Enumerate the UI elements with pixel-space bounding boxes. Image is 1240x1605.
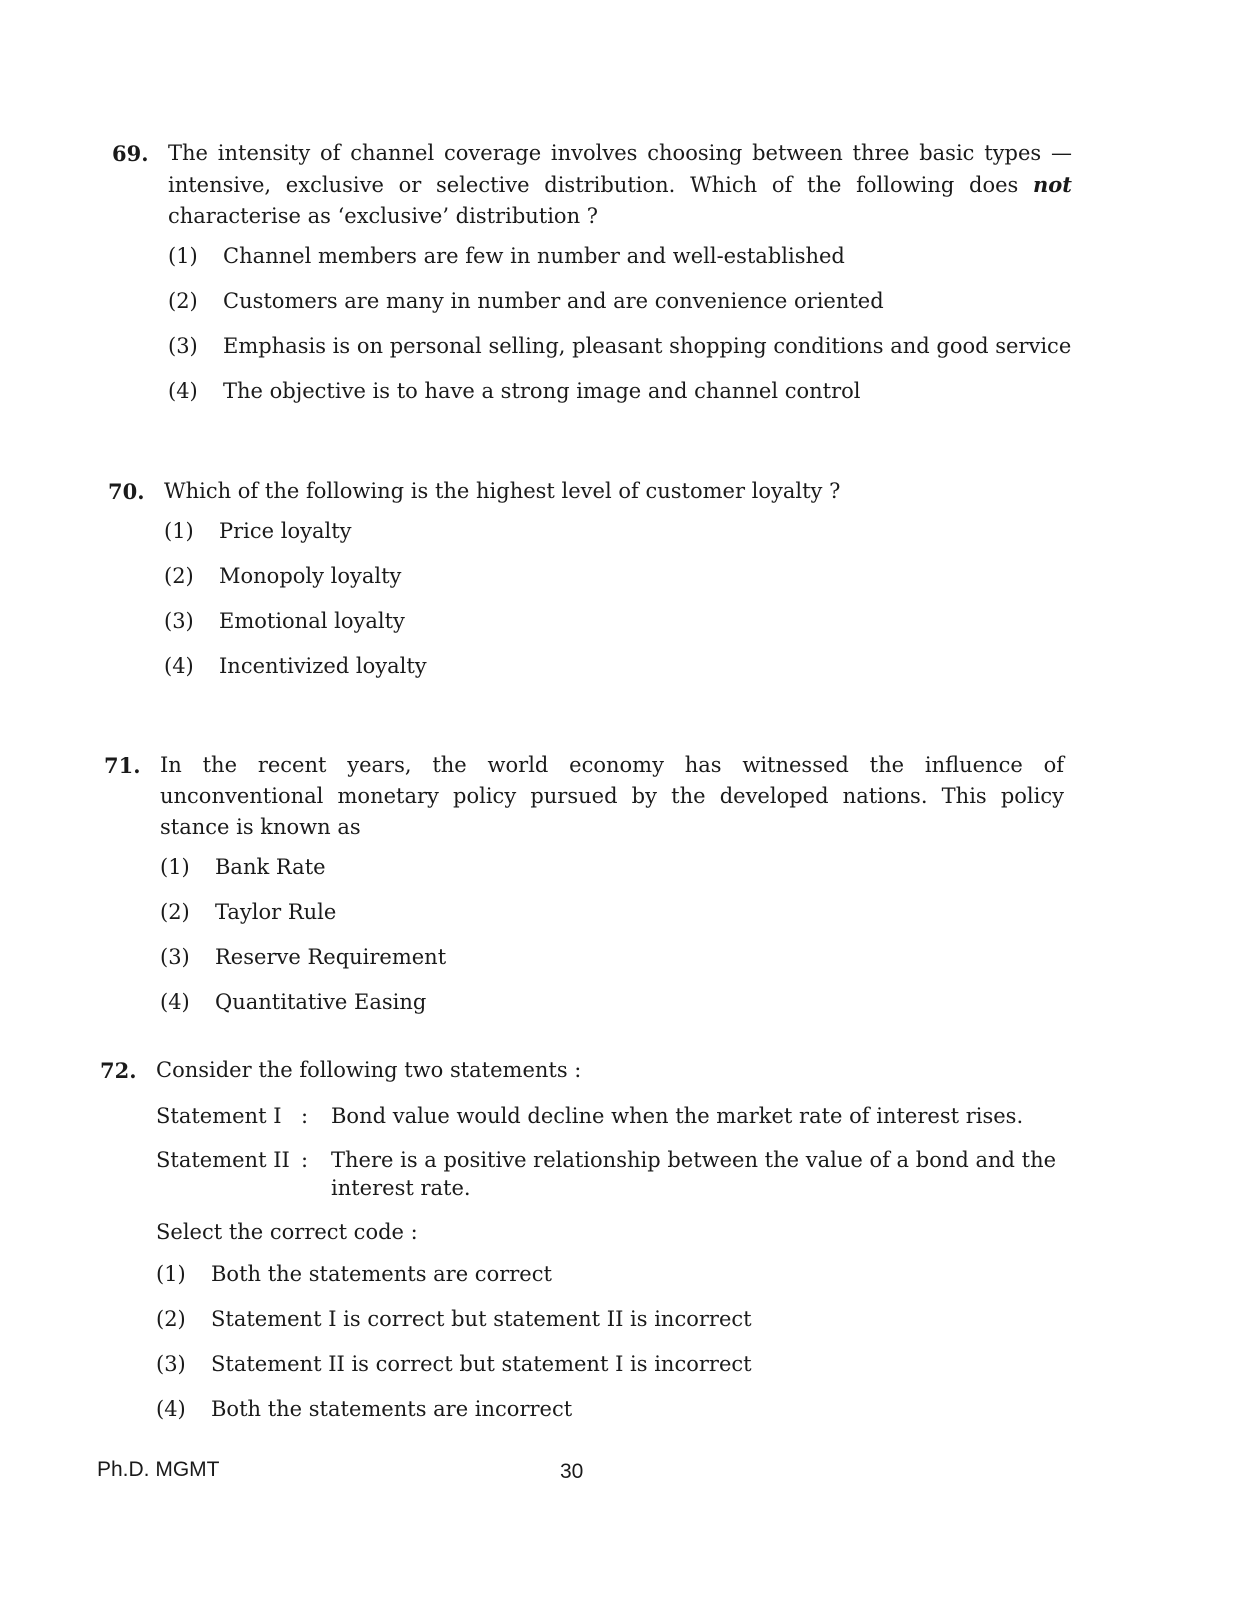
option-3 <box>156 1350 1060 1378</box>
paper-code: Ph.D. MGMT <box>97 1458 220 1481</box>
statement-2 <box>156 1146 1060 1202</box>
option-text: Customers are many in number and are convenience oriented <box>223 289 884 313</box>
option-number: (1) <box>156 1262 186 1286</box>
question-70 <box>108 476 1068 697</box>
option-number: (4) <box>168 379 198 403</box>
option-number: (3) <box>160 945 190 969</box>
select-instruction: Select the correct code : <box>156 1220 418 1244</box>
question-stem <box>168 138 1072 232</box>
stem-emphasis: not <box>1033 172 1072 197</box>
option-1 <box>168 242 1072 270</box>
option-text: Monopoly loyalty <box>219 564 402 588</box>
option-2 <box>160 898 1064 926</box>
question-stem: In the recent years, the world economy has witnessed the influence of unconventional monetary policy pursued by the developed nations. This policy stance is known as <box>160 753 1064 839</box>
statement-label: Statement II <box>156 1148 290 1172</box>
stem-text: characterise as ‘exclusive’ distribution ? <box>168 204 599 228</box>
option-4 <box>164 652 1068 680</box>
option-text: Statement I is correct but statement II is incorrect <box>211 1307 752 1331</box>
option-text: Bank Rate <box>215 855 326 879</box>
question-number: 70. <box>108 479 145 504</box>
option-2 <box>156 1305 1060 1333</box>
statement-colon: : <box>301 1148 309 1172</box>
option-number: (2) <box>168 289 198 313</box>
option-text: Price loyalty <box>219 519 352 543</box>
stem-text: The intensity of channel coverage involves choosing between three basic types — intensive, exclusive or selective distribution. Which of the following does <box>168 141 1072 197</box>
option-2 <box>164 562 1068 590</box>
page-number: 30 <box>560 1460 584 1483</box>
option-3 <box>164 607 1068 635</box>
question-number: 71. <box>104 753 141 778</box>
statement-colon: : <box>301 1104 309 1128</box>
option-text: Channel members are few in number and well-established <box>223 244 845 268</box>
question-69 <box>112 138 1072 422</box>
option-text: Reserve Requirement <box>215 945 447 969</box>
option-1 <box>164 517 1068 545</box>
option-text: Both the statements are incorrect <box>211 1397 573 1421</box>
option-number: (4) <box>160 990 190 1014</box>
option-text: The objective is to have a strong image and channel control <box>223 379 861 403</box>
option-number: (4) <box>164 654 194 678</box>
option-3 <box>168 332 1072 360</box>
option-text: Taylor Rule <box>215 900 337 924</box>
question-stem: Which of the following is the highest level of customer loyalty ? <box>164 479 841 503</box>
statement-text: Bond value would decline when the market rate of interest rises. <box>331 1104 1024 1128</box>
option-2 <box>168 287 1072 315</box>
option-text: Quantitative Easing <box>215 990 427 1014</box>
question-stem: Consider the following two statements : <box>156 1058 582 1082</box>
option-4 <box>160 988 1064 1016</box>
option-number: (3) <box>164 609 194 633</box>
statement-text: There is a positive relationship between the value of a bond and the interest rate. <box>331 1148 1057 1200</box>
options-list <box>168 242 1072 405</box>
question-number: 69. <box>112 141 149 166</box>
option-number: (2) <box>164 564 194 588</box>
statement-1 <box>156 1102 1060 1130</box>
question-72 <box>100 1055 1060 1440</box>
option-number: (3) <box>168 334 198 358</box>
option-text: Incentivized loyalty <box>219 654 427 678</box>
option-text: Emotional loyalty <box>219 609 405 633</box>
options-list <box>164 517 1068 680</box>
option-1 <box>156 1260 1060 1288</box>
option-number: (1) <box>164 519 194 543</box>
option-number: (4) <box>156 1397 186 1421</box>
option-number: (1) <box>160 855 190 879</box>
option-text: Statement II is correct but statement I is incorrect <box>211 1352 752 1376</box>
option-number: (3) <box>156 1352 186 1376</box>
option-1 <box>160 853 1064 881</box>
statement-label: Statement I <box>156 1104 282 1128</box>
option-text: Both the statements are correct <box>211 1262 552 1286</box>
question-71 <box>104 750 1064 1033</box>
option-4 <box>156 1395 1060 1423</box>
options-list <box>160 853 1064 1016</box>
question-number: 72. <box>100 1058 137 1083</box>
option-3 <box>160 943 1064 971</box>
option-number: (2) <box>156 1307 186 1331</box>
option-number: (2) <box>160 900 190 924</box>
option-number: (1) <box>168 244 198 268</box>
option-4 <box>168 377 1072 405</box>
option-text: Emphasis is on personal selling, pleasant shopping conditions and good service <box>223 334 1072 358</box>
options-list <box>156 1260 1060 1423</box>
